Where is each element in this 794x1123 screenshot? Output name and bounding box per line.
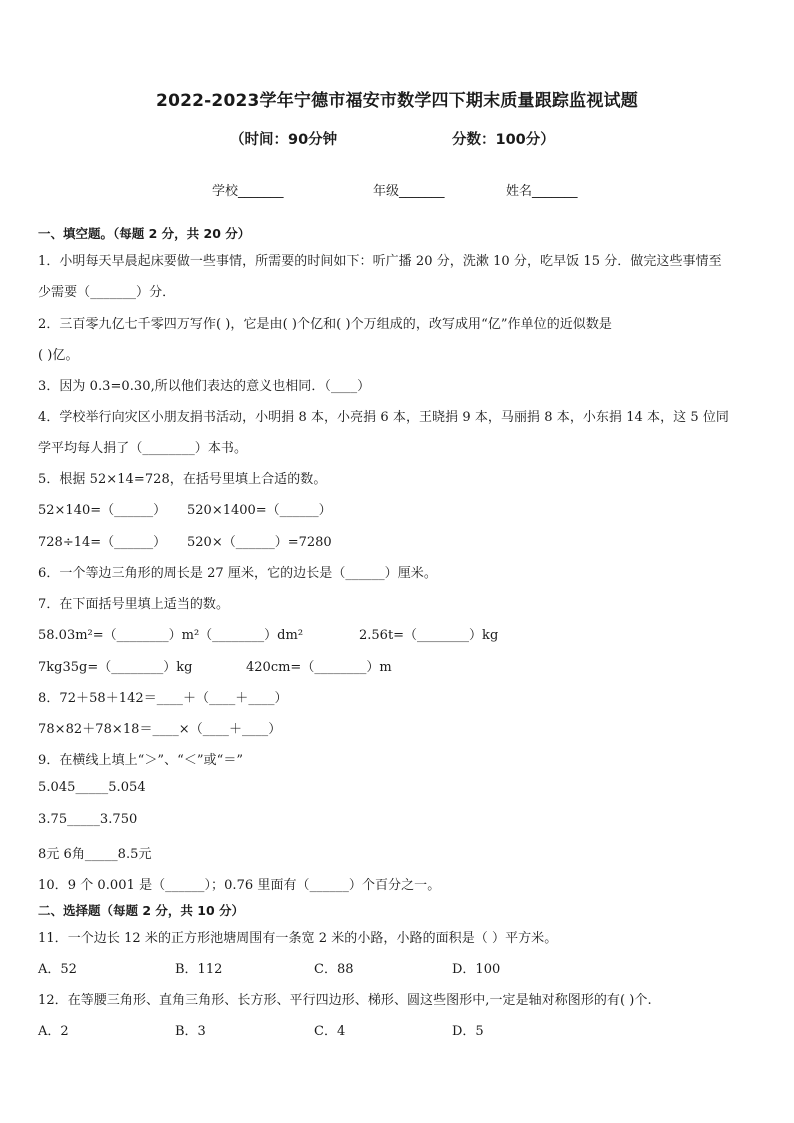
question-12-option-d: D．5 (452, 1024, 484, 1039)
question-12-option-b: B．3 (175, 1024, 206, 1039)
question-8-a: 8．72＋58＋142＝____＋（____＋____） (38, 691, 288, 706)
section2-heading: 二、选择题（每题 2 分，共 10 分） (38, 903, 245, 918)
question-9-c: 8元 6角_____8.5元 (38, 847, 152, 862)
question-11-option-d: D．100 (452, 962, 501, 977)
exam-title: 2022-2023学年宁德市福安市数学四下期末质量跟踪监视试题 (156, 91, 638, 111)
question-6: 6．一个等边三角形的周长是 27 厘米，它的边长是（______）厘米。 (38, 566, 437, 581)
question-12: 12．在等腰三角形、直角三角形、长方形、平行四边形、梯形、圆这些图形中,一定是轴对称图形的有( )个. (38, 993, 652, 1008)
question-5-b: 520×1400=（______） (187, 503, 332, 518)
question-11-option-b: B．112 (175, 962, 223, 977)
question-5: 5．根据 52×14=728，在括号里填上合适的数。 (38, 472, 327, 487)
question-9: 9．在横线上填上“＞”、“＜”或“＝” (38, 753, 244, 768)
question-3: 3．因为 0.3=0.30,所以他们表达的意义也相同．（____） (38, 379, 371, 394)
grade-field: 年级_______ (373, 184, 445, 199)
question-11-option-c: C．88 (314, 962, 354, 977)
question-9-b: 3.75_____3.750 (38, 812, 138, 827)
section1-heading: 一、填空题。（每题 2 分，共 20 分） (38, 226, 251, 241)
question-7: 7．在下面括号里填上适当的数。 (38, 597, 230, 612)
question-11-option-a: A．52 (38, 962, 77, 977)
question-5-a: 52×140=（______） (38, 503, 167, 518)
name-field: 姓名_______ (506, 184, 578, 199)
question-8-b: 78×82＋78×18＝____×（____＋____） (38, 722, 282, 737)
question-7-b: 2.56t=（________）kg (359, 628, 499, 643)
question-7-c: 7kg35g=（________）kg (38, 660, 193, 675)
question-5-d: 520×（______）=7280 (187, 535, 332, 550)
question-1-line1: 1．小明每天早晨起床要做一些事情，所需要的时间如下：听广播 20 分，洗漱 10 分，吃早饭 15 分．做完这些事情至 (38, 254, 722, 269)
question-10: 10．9 个 0.001 是（______）；0.76 里面有（______）个百分之一。 (38, 878, 441, 893)
question-5-c: 728÷14=（______） (38, 535, 167, 550)
question-11: 11．一个边长 12 米的正方形池塘周围有一条宽 2 米的小路，小路的面积是（ ）平方米。 (38, 931, 558, 946)
exam-time: （时间：90分钟 (230, 132, 338, 148)
exam-score: 分数：100分） (452, 132, 555, 148)
question-7-a: 58.03m²=（________）m²（________）dm² (38, 628, 304, 643)
question-2-line1: 2．三百零九亿七千零四万写作( )，它是由( )个亿和( )个万组成的，改写成用“亿”作单位的近似数是 (38, 317, 612, 332)
school-field: 学校_______ (212, 184, 284, 199)
question-12-option-a: A．2 (38, 1024, 69, 1039)
question-7-d: 420cm=（________）m (246, 660, 392, 675)
question-2-line2: ( )亿。 (38, 348, 79, 363)
question-4-line1: 4．学校举行向灾区小朋友捐书活动，小明捐 8 本，小亮捐 6 本，王晓捐 9 本，马丽捐 8 本，小东捐 14 本，这 5 位同 (38, 410, 729, 425)
question-4-line2: 学平均每人捐了（________）本书。 (38, 441, 247, 456)
question-9-a: 5.045_____5.054 (38, 780, 146, 795)
question-12-option-c: C．4 (314, 1024, 346, 1039)
question-1-line2: 少需要（_______）分． (38, 285, 176, 300)
